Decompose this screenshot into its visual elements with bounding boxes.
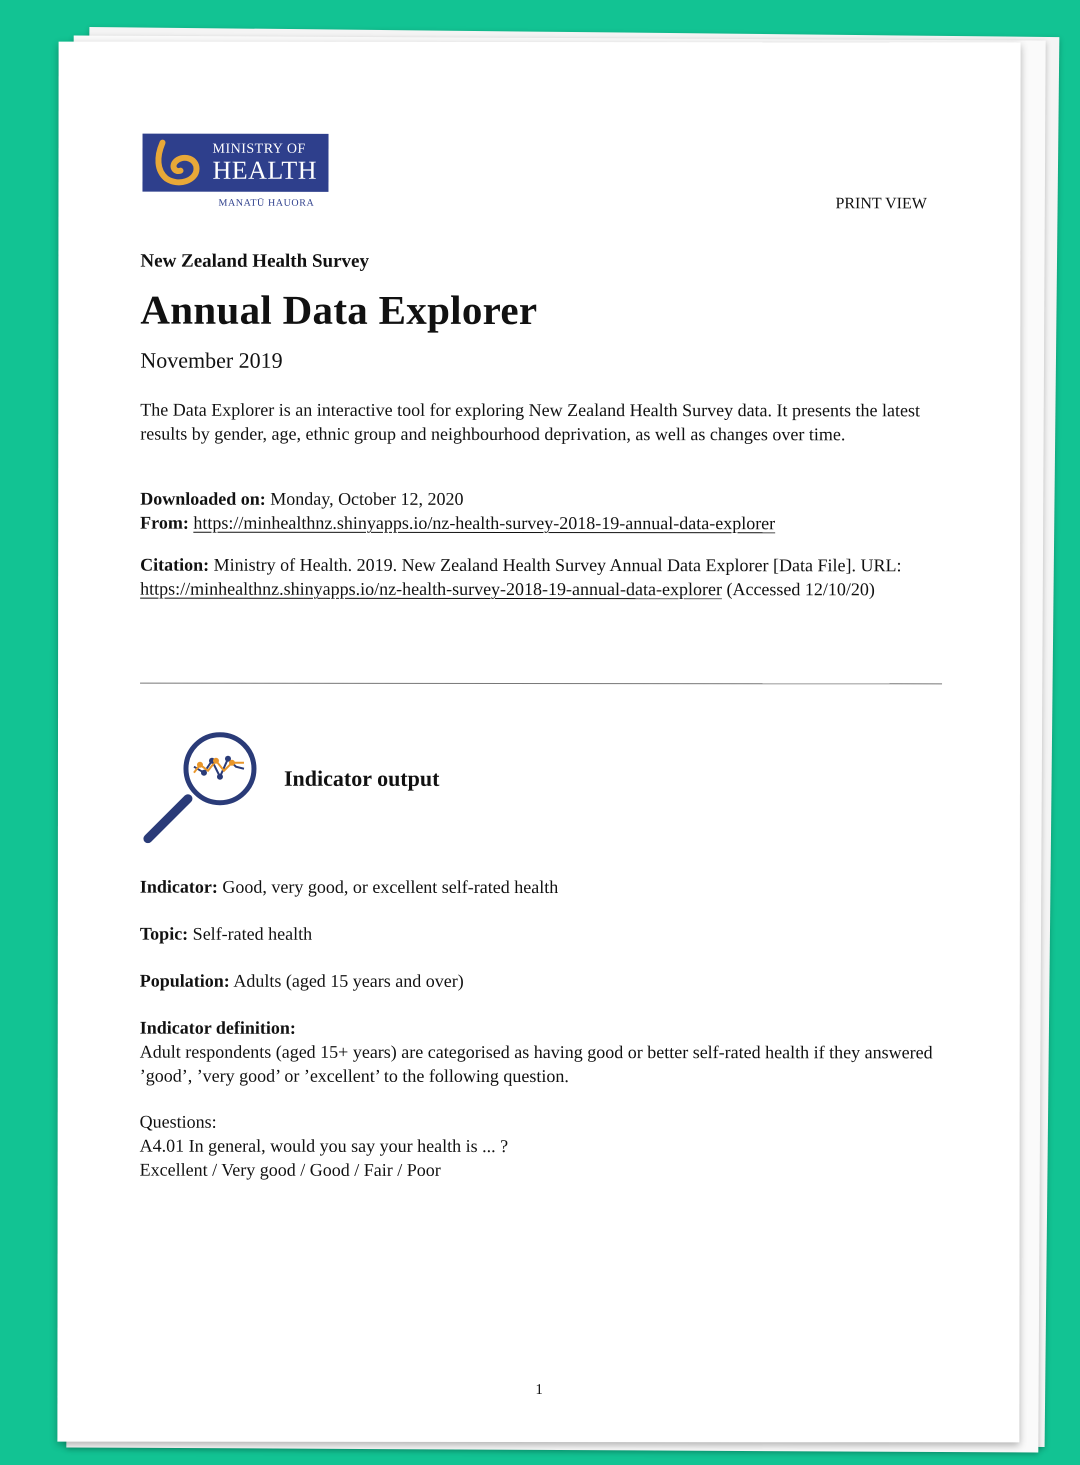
questions-field	[140, 1110, 945, 1183]
from-label: From:	[140, 512, 189, 533]
population-value: Adults (aged 15 years and over)	[233, 970, 464, 991]
citation-accessed: (Accessed 12/10/20)	[726, 579, 875, 600]
ministry-logo	[142, 134, 328, 192]
questions-label: Questions:	[139, 1111, 217, 1132]
logo-line1: MINISTRY OF	[212, 141, 306, 157]
publication-date: November 2019	[140, 347, 283, 373]
topic-field	[140, 922, 945, 947]
definition-label: Indicator definition:	[139, 1017, 296, 1038]
indicator-label: Indicator:	[139, 876, 218, 897]
magnifier-chart-icon	[138, 727, 264, 853]
definition-field	[140, 1016, 945, 1089]
section-divider	[140, 683, 942, 685]
koru-logo-icon	[148, 137, 204, 189]
document-page	[57, 42, 1020, 1443]
citation-label: Citation:	[140, 554, 210, 575]
source-link[interactable]: https://minhealthnz.shinyapps.io/nz-health-survey-2018-19-annual-data-explorer	[193, 512, 776, 534]
download-info	[140, 487, 945, 536]
intro-paragraph: The Data Explorer is an interactive tool for exploring New Zealand Health Survey data. It presents the latest results by gender, age, ethnic group and neighbourhood deprivation, as well as changes over time.	[140, 399, 921, 445]
question-text: A4.01 In general, would you say your health is ... ?	[139, 1135, 509, 1156]
question-options: Excellent / Very good / Good / Fair / Poor	[139, 1159, 441, 1180]
logo-subtitle: MANATŪ HAUORA	[218, 197, 315, 209]
downloaded-value: Monday, October 12, 2020	[270, 488, 464, 509]
population-field	[140, 969, 945, 994]
citation-text: Ministry of Health. 2019. New Zealand Health Survey Annual Data Explorer [Data File]. URL:	[213, 554, 902, 576]
page-title: Annual Data Explorer	[140, 286, 538, 333]
citation-link[interactable]: https://minhealthnz.shinyapps.io/nz-health-survey-2018-19-annual-data-explorer	[140, 578, 722, 600]
indicator-value: Good, very good, or excellent self-rated health	[222, 876, 559, 898]
citation	[140, 553, 945, 602]
logo-line2: HEALTH	[212, 155, 318, 185]
downloaded-label: Downloaded on:	[140, 488, 266, 509]
population-label: Population:	[139, 970, 230, 991]
print-view-label: PRINT VIEW	[835, 195, 927, 213]
section-heading: Indicator output	[283, 765, 440, 791]
indicator-field	[140, 875, 945, 900]
page-number: 1	[535, 1381, 543, 1399]
topic-label: Topic:	[139, 923, 189, 944]
definition-value: Adult respondents (aged 15+ years) are categorised as having good or better self-rated health if they answered ’good’, ’very good’ or ’excellent’ to the following question.	[139, 1041, 933, 1087]
survey-name: New Zealand Health Survey	[140, 250, 369, 272]
topic-value: Self-rated health	[192, 923, 313, 944]
